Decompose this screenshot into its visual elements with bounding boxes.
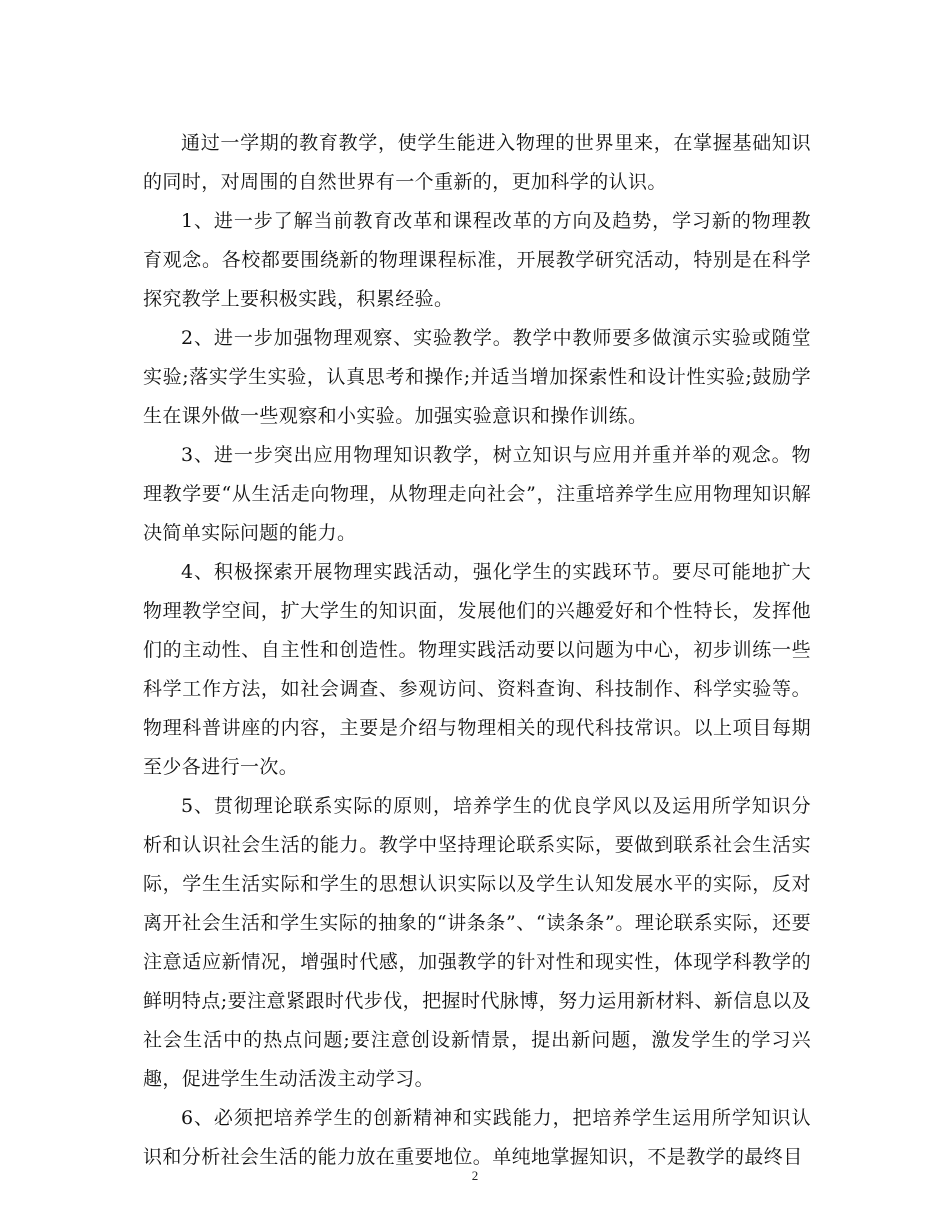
paragraph-item-2: 2、进一步加强物理观察、实验教学。教学中教师要多做演示实验或随堂实验;落实学生实验，认真思考和操作;并适当增加探索性和设计性实验;鼓励学生在课外做一些观察和小实验。加强实验意识和操作训练。	[143, 327, 811, 427]
paragraph-item-6: 6、必须把培养学生的创新精神和实践能力，把培养学生运用所学知识认识和分析社会生活的能力放在重要地位。单纯地掌握知识，不是教学的最终目	[143, 1107, 811, 1168]
paragraph-item-4: 4、积极探索开展物理实践活动，强化学生的实践环节。要尽可能地扩大物理教学空间，扩大学生的知识面，发展他们的兴趣爱好和个性特长，发挥他们的主动性、自主性和创造性。物理实践活动要以问题为中心，初步训练一些科学工作方法，如社会调查、参观访问、资料查询、科技制作、科学实验等。物理科普讲座的内容，主要是介绍与物理相关的现代科技常识。以上项目每期至少各进行一次。	[143, 561, 811, 778]
document-body	[143, 124, 811, 1177]
paragraph-item-5: 5、贯彻理论联系实际的原则，培养学生的优良学风以及运用所学知识分析和认识社会生活的能力。教学中坚持理论联系实际，要做到联系社会生活实际，学生生活实际和学生的思想认识实际以及学生认知发展水平的实际，反对离开社会生活和学生实际的抽象的“讲条条”、“读条条”。理论联系实际，还要注意适应新情况，增强时代感，加强教学的针对性和现实性，体现学科教学的鲜明特点;要注意紧跟时代步伐，把握时代脉博，努力运用新材料、新信息以及社会生活中的热点问题;要注意创设新情景，提出新问题，激发学生的学习兴趣，促进学生生动活泼主动学习。	[143, 795, 811, 1090]
paragraph-item-1: 1、进一步了解当前教育改革和课程改革的方向及趋势，学习新的物理教育观念。各校都要围绕新的物理课程标准，开展教学研究活动，特别是在科学探究教学上要积极实践，积累经验。	[143, 210, 811, 310]
paragraph-item-3: 3、进一步突出应用物理知识教学，树立知识与应用并重并举的观念。物理教学要“从生活走向物理，从物理走向社会”，注重培养学生应用物理知识解决简单实际问题的能力。	[143, 444, 811, 544]
paragraph-intro: 通过一学期的教育教学，使学生能进入物理的世界里来，在掌握基础知识的同时，对周围的自然世界有一个重新的，更加科学的认识。	[143, 132, 811, 193]
page-number: 2	[471, 1168, 479, 1183]
